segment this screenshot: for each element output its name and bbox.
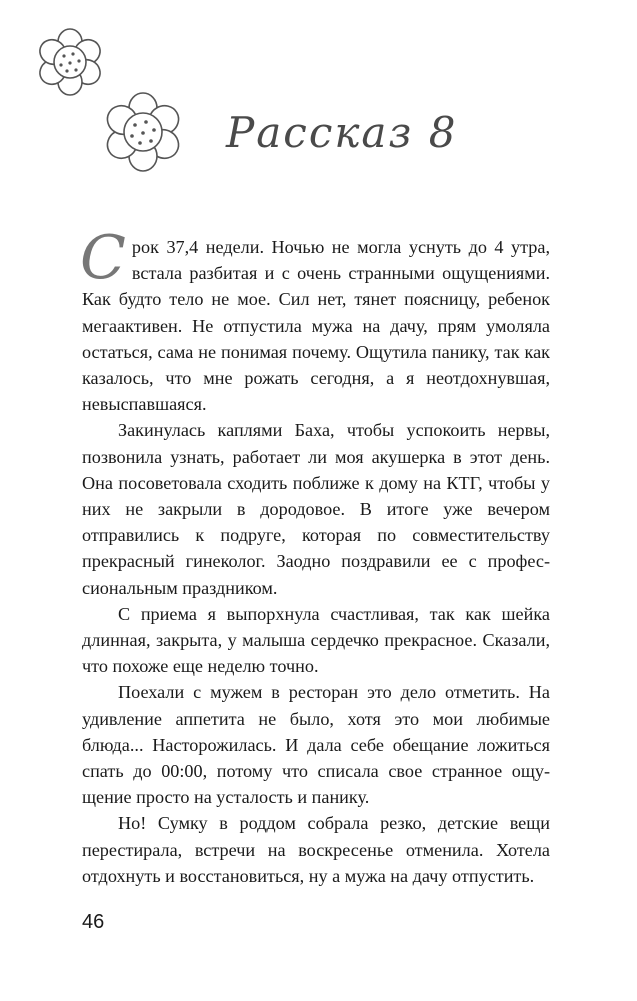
flower-icon: [35, 29, 104, 95]
paragraph: Но! Сумку в роддом собрала резко, детские вещи перестирала, встречи на воскресенье отменила. Хотела отдохнуть и восстановиться, ну а мужа на дачу отпустить.: [82, 813, 550, 886]
paragraph: [80, 223, 550, 417]
decorative-flowers: [0, 0, 637, 200]
flower-icon: [102, 93, 184, 171]
paragraph: Закинулась каплями Баха, чтобы успокоить нервы, позвонила узнать, работает ли моя акушерка в этот день. Она посоветовала сходить поближе к дому на КТГ, чтобы у них не закрыли в дородовое. В итоге уже вечером отправились к подруге, которая по совместительству прекрасный гинеколог. Заодно поздравили ее с профессиональным праздником.: [82, 420, 550, 598]
paragraph: С приема я выпорхнула счастливая, так как шейка длинная, закрыта, у малыша сердечко прекрасное. Сказали, что похоже еще неделю точно.: [82, 603, 550, 677]
page-number: 46: [82, 911, 105, 933]
drop-cap: С: [80, 223, 126, 293]
story-body: [80, 223, 550, 889]
paragraph: Поехали с мужем в ресторан это дело отметить. На удивление аппетита не было, хотя это мои любимые блюда... Насторожилась. И дала себе обещание ложиться спать до 00:00, потому что списала свое странное ощущение просто на усталость и панику.: [82, 682, 550, 808]
chapter-title: Рассказ 8: [226, 108, 458, 157]
paragraph-text: рок 37,4 недели. Ночью не могла уснуть до 4 утра, встала разбитая и с очень странными ощущениями. Как будто тело не мое. Сил нет, тянет поясницу, ребенок мегаактивен. Не отпустила мужа на дачу, прям умоляла остаться, сама не понимая почему. Ощутила панику, так как казалось, что мне рожать сегодня, а я неотдохнувшая, невыспавшаяся.: [82, 237, 550, 415]
